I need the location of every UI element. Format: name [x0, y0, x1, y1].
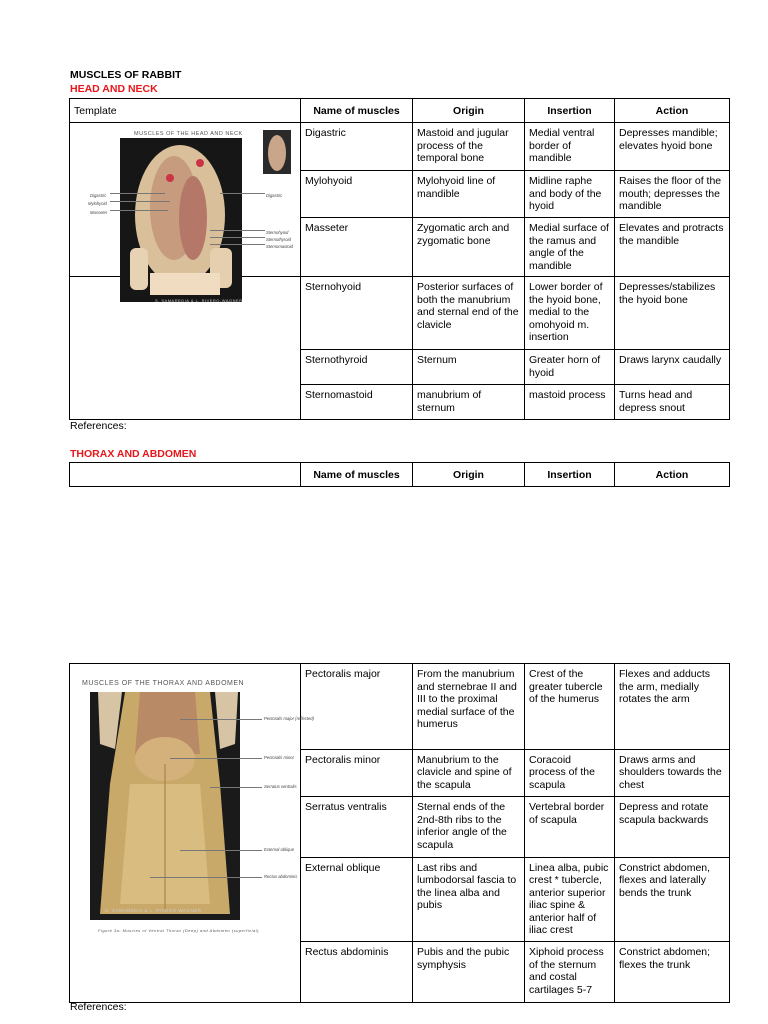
cell-origin: Sternum	[413, 350, 525, 385]
label-digastric-left: Digastric	[90, 193, 107, 198]
col-header-origin: Origin	[413, 99, 525, 123]
col-header-insertion: Insertion	[525, 99, 615, 123]
label-pectoralis-minor: Pectoralis minor	[264, 755, 295, 760]
table-row	[70, 123, 730, 171]
cell-origin: Last ribs and lumbodorsal fascia to the linea alba and pubis	[413, 857, 525, 942]
cell-name: Sternothyroid	[301, 350, 413, 385]
figure-sub-caption: Figure 3a: Muscles of Ventral Thorax (Deep) and Abdomen (superficial)	[98, 928, 259, 933]
table-header-row	[70, 99, 730, 123]
section-heading-thorax-abdomen: THORAX AND ABDOMEN	[70, 448, 197, 460]
leader-line	[110, 201, 170, 202]
label-serratus-ventralis: Serratus ventralis	[264, 784, 297, 789]
cell-action: Draws arms and shoulders towards the chest	[615, 749, 730, 796]
leader-line	[210, 244, 265, 245]
head-neck-table	[69, 98, 730, 420]
cell-insertion: Medial ventral border of mandible	[525, 123, 615, 171]
leader-line	[210, 230, 265, 231]
cell-action: Depresses mandible; elevates hyoid bone	[615, 123, 730, 171]
label-sternomastoid: Sternomastoid	[266, 244, 293, 249]
figure-credit: S. SAMAREDIA & L. RIVERO-WAGNER	[155, 298, 243, 303]
cell-origin: Posterior surfaces of both the manubrium and sternal end of the clavicle	[413, 277, 525, 350]
cell-origin: Mylohyoid line of mandible	[413, 171, 525, 218]
table-header-row	[70, 463, 730, 487]
cell-action: Depresses/stabilizes the hyoid bone	[615, 277, 730, 350]
references-thorax-abdomen: References:	[70, 1001, 127, 1013]
cell-action: Flexes and adducts the arm, medially rotates the arm	[615, 664, 730, 750]
leader-line	[170, 758, 262, 759]
leader-line	[150, 877, 262, 878]
cell-insertion: Xiphoid process of the sternum and costal cartilages 5-7	[525, 942, 615, 1003]
thorax-abdomen-figure	[70, 664, 315, 1002]
col-header-name: Name of muscles	[301, 99, 413, 123]
thorax-abdomen-figure-cell	[70, 664, 315, 1003]
cell-insertion: Vertebral border of scapula	[525, 797, 615, 858]
cell-insertion: Medial surface of the ramus and angle of the mandible	[525, 218, 615, 277]
table-row	[70, 664, 730, 750]
leader-line	[220, 193, 265, 194]
figure-caption: MUSCLES OF THE HEAD AND NECK	[134, 131, 243, 137]
col-header-insertion: Insertion	[525, 463, 615, 487]
cell-action: Constrict abdomen, flexes and laterally bends the trunk	[615, 857, 730, 942]
cell-origin: Manubrium to the clavicle and spine of the scapula	[413, 749, 525, 796]
cell-insertion: mastoid process	[525, 385, 615, 420]
thorax-abdomen-table	[69, 663, 730, 1003]
cell-action: Depress and rotate scapula backwards	[615, 797, 730, 858]
references-head-neck: References:	[70, 420, 127, 432]
label-external-oblique: External oblique	[264, 847, 295, 852]
cell-name: Sternohyoid	[301, 277, 413, 350]
leader-line	[110, 210, 168, 211]
label-digastric-right: Digastric	[266, 193, 283, 198]
cell-action: Constrict abdomen; flexes the trunk	[615, 942, 730, 1003]
cell-insertion: Greater horn of hyoid	[525, 350, 615, 385]
label-sternothyroid: Sternothyroid	[266, 237, 291, 242]
cell-action: Turns head and depress snout	[615, 385, 730, 420]
col-header-origin: Origin	[413, 463, 525, 487]
label-rectus-abdominis: Rectus abdominis	[264, 874, 298, 879]
cell-name: Pectoralis minor	[301, 749, 413, 796]
cell-name: Sternomastoid	[301, 385, 413, 420]
cell-action: Elevates and protracts the mandible	[615, 218, 730, 277]
leader-line	[210, 237, 265, 238]
cell-insertion: Crest of the greater tubercle of the humerus	[525, 664, 615, 750]
cell-origin: From the manubrium and sternebrae II and III to the proximal medial surface of the humerus	[413, 664, 525, 750]
cell-name: Pectoralis major	[301, 664, 413, 750]
leader-line	[180, 850, 262, 851]
cell-name: Digastric	[301, 123, 413, 171]
cell-action: Draws larynx caudally	[615, 350, 730, 385]
cell-name: Mylohyoid	[301, 171, 413, 218]
leader-line	[110, 193, 165, 194]
page-title: MUSCLES OF RABBIT	[70, 69, 182, 81]
col-header-action: Action	[615, 99, 730, 123]
label-pectoralis-major: Pectoralis major (reflected)	[264, 716, 315, 721]
cell-name: Masseter	[301, 218, 413, 277]
cell-origin: Pubis and the pubic symphysis	[413, 942, 525, 1003]
section-heading-head-neck: HEAD AND NECK	[70, 83, 158, 95]
cell-name: Rectus abdominis	[301, 942, 413, 1003]
col-header-template: Template	[70, 99, 301, 123]
figure-credit: S. SAMAREDIA & L. RIVERO-WAGNER	[105, 908, 202, 913]
label-sternohyoid: Sternohyoid	[266, 230, 289, 235]
cell-origin: Sternal ends of the 2nd-8th ribs to the inferior angle of the scapula	[413, 797, 525, 858]
col-header-template	[70, 463, 301, 487]
leader-line	[210, 787, 262, 788]
cell-insertion: Coracoid process of the scapula	[525, 749, 615, 796]
cell-insertion: Midline raphe and body of the hyoid	[525, 171, 615, 218]
label-masseter-left: Masseter	[90, 210, 108, 215]
cell-action: Raises the floor of the mouth; depresses the mandible	[615, 171, 730, 218]
thorax-abdomen-header-table	[69, 462, 730, 487]
figure-caption: MUSCLES OF THE THORAX AND ABDOMEN	[82, 680, 245, 687]
col-header-action: Action	[615, 463, 730, 487]
label-mylohyoid-left: Mylohyoid	[88, 201, 107, 206]
cell-origin: Zygomatic arch and zygomatic bone	[413, 218, 525, 277]
cell-origin: manubrium of sternum	[413, 385, 525, 420]
col-header-name: Name of muscles	[301, 463, 413, 487]
cell-insertion: Linea alba, pubic crest * tubercle, anterior superior iliac spine & anterior half of iliac crest	[525, 857, 615, 942]
cell-name: External oblique	[301, 857, 413, 942]
cell-origin: Mastoid and jugular process of the temporal bone	[413, 123, 525, 171]
head-neck-figure-cell	[70, 123, 301, 303]
leader-line	[180, 719, 262, 720]
cell-name: Serratus ventralis	[301, 797, 413, 858]
cell-insertion: Lower border of the hyoid bone, medial to the omohyoid m. insertion	[525, 277, 615, 350]
